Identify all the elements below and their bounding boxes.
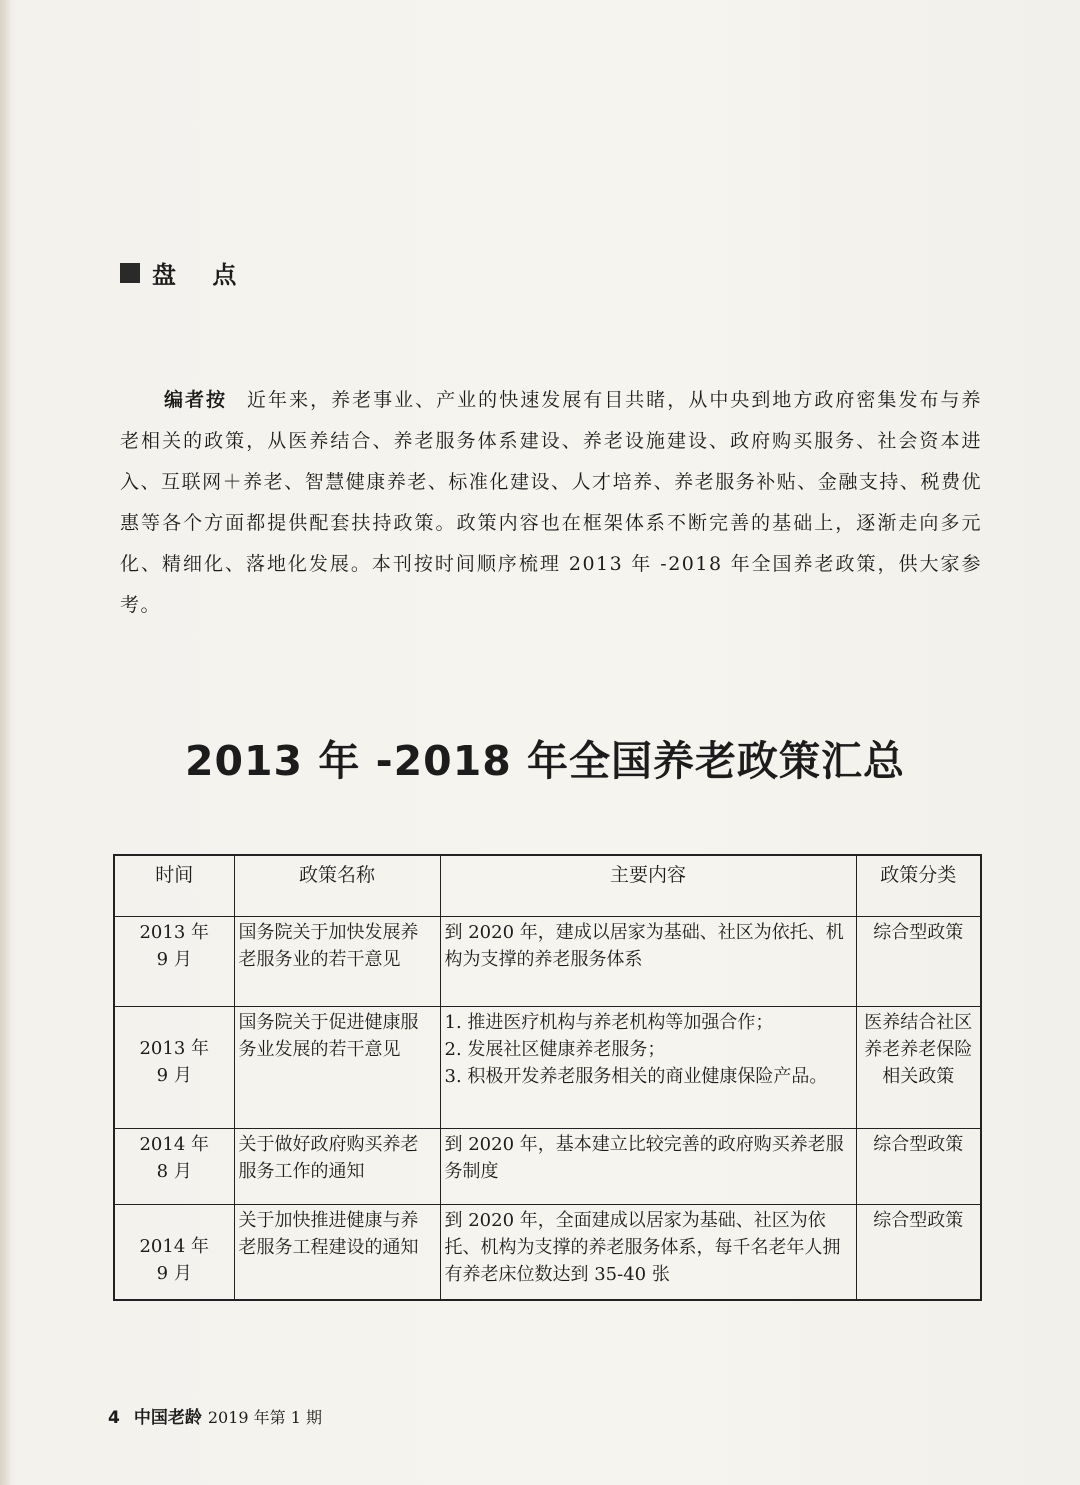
black-square-icon <box>120 263 140 283</box>
content-line: 到 2020 年，建成以居家为基础、社区为依托、机构为支撑的养老服务体系 <box>444 922 844 970</box>
time-cell <box>114 1007 234 1129</box>
magazine-name: 中国老龄 <box>133 1408 202 1428</box>
time-month: 9 月 <box>156 1263 192 1284</box>
time-cell <box>114 1129 234 1205</box>
editor-note-label: 编者按 <box>164 389 228 411</box>
time-year: 2014 年 <box>139 1236 210 1257</box>
section-header <box>120 255 250 290</box>
policy-name-cell: 国务院关于促进健康服务业发展的若干意见 <box>234 1007 440 1129</box>
content-line: 2. 发展社区健康养老服务； <box>444 1039 666 1060</box>
table-row <box>114 1007 981 1129</box>
issue-label: 2019 年第 1 期 <box>207 1408 323 1427</box>
category-cell: 综合型政策 <box>856 1205 981 1300</box>
header-main-content: 主要内容 <box>440 855 856 917</box>
policy-name-cell: 关于加快推进健康与养老服务工程建设的通知 <box>234 1205 440 1300</box>
content-cell <box>440 1205 856 1300</box>
table-row <box>114 1205 981 1300</box>
page-footer <box>108 1403 322 1428</box>
policy-name-cell: 国务院关于加快发展养老服务业的若干意见 <box>234 917 440 1007</box>
table-row <box>114 1129 981 1205</box>
header-category: 政策分类 <box>856 855 981 917</box>
content-line: 1. 推进医疗机构与养老机构等加强合作； <box>444 1012 774 1033</box>
time-year: 2013 年 <box>139 1038 210 1059</box>
category-cell: 综合型政策 <box>856 1129 981 1205</box>
time-month: 9 月 <box>156 949 192 970</box>
table-header-row <box>114 855 981 917</box>
time-month: 9 月 <box>156 1065 192 1086</box>
content-line: 到 2020 年，基本建立比较完善的政府购买养老服务制度 <box>444 1134 844 1182</box>
time-year: 2014 年 <box>139 1134 210 1155</box>
editor-note-text: 近年来，养老事业、产业的快速发展有目共睹，从中央到地方政府密集发布与养老相关的政策，从医养结合、养老服务体系建设、养老设施建设、政府购买服务、社会资本进入、互联网＋养老、智慧健康养老、标准化建设、人才培养、养老服务补贴、金融支持、税费优惠等各个方面都提供配套扶持政策。政策内容也在框架体系不断完善的基础上，逐渐走向多元化、精细化、落地化发展。本刊按时间顺序梳理 2013 年 -2018 年全国养老政策，供大家参考。 <box>120 389 982 616</box>
content-cell <box>440 917 856 1007</box>
page-title: 2013 年 -2018 年全国养老政策汇总 <box>184 737 906 785</box>
time-cell <box>114 917 234 1007</box>
header-time: 时间 <box>114 855 234 917</box>
content-cell <box>440 1007 856 1129</box>
time-year: 2013 年 <box>139 922 210 943</box>
header-policy-name: 政策名称 <box>234 855 440 917</box>
content-line: 3. 积极开发养老服务相关的商业健康保险产品。 <box>444 1066 828 1087</box>
time-month: 8 月 <box>156 1161 192 1182</box>
policy-name-cell: 关于做好政府购买养老服务工作的通知 <box>234 1129 440 1205</box>
time-cell <box>114 1205 234 1300</box>
page-number: 4 <box>108 1408 120 1428</box>
content-cell <box>440 1129 856 1205</box>
table-row <box>114 917 981 1007</box>
category-cell: 医养结合社区养老养老保险相关政策 <box>856 1007 981 1129</box>
editor-note <box>120 380 982 626</box>
category-cell: 综合型政策 <box>856 917 981 1007</box>
content-line: 到 2020 年，全面建成以居家为基础、社区为依托、机构为支撑的养老服务体系，每千名老年人拥有养老床位数达到 35-40 张 <box>444 1210 841 1285</box>
section-label: 盘 点 <box>152 261 251 289</box>
policy-table <box>113 854 982 1301</box>
